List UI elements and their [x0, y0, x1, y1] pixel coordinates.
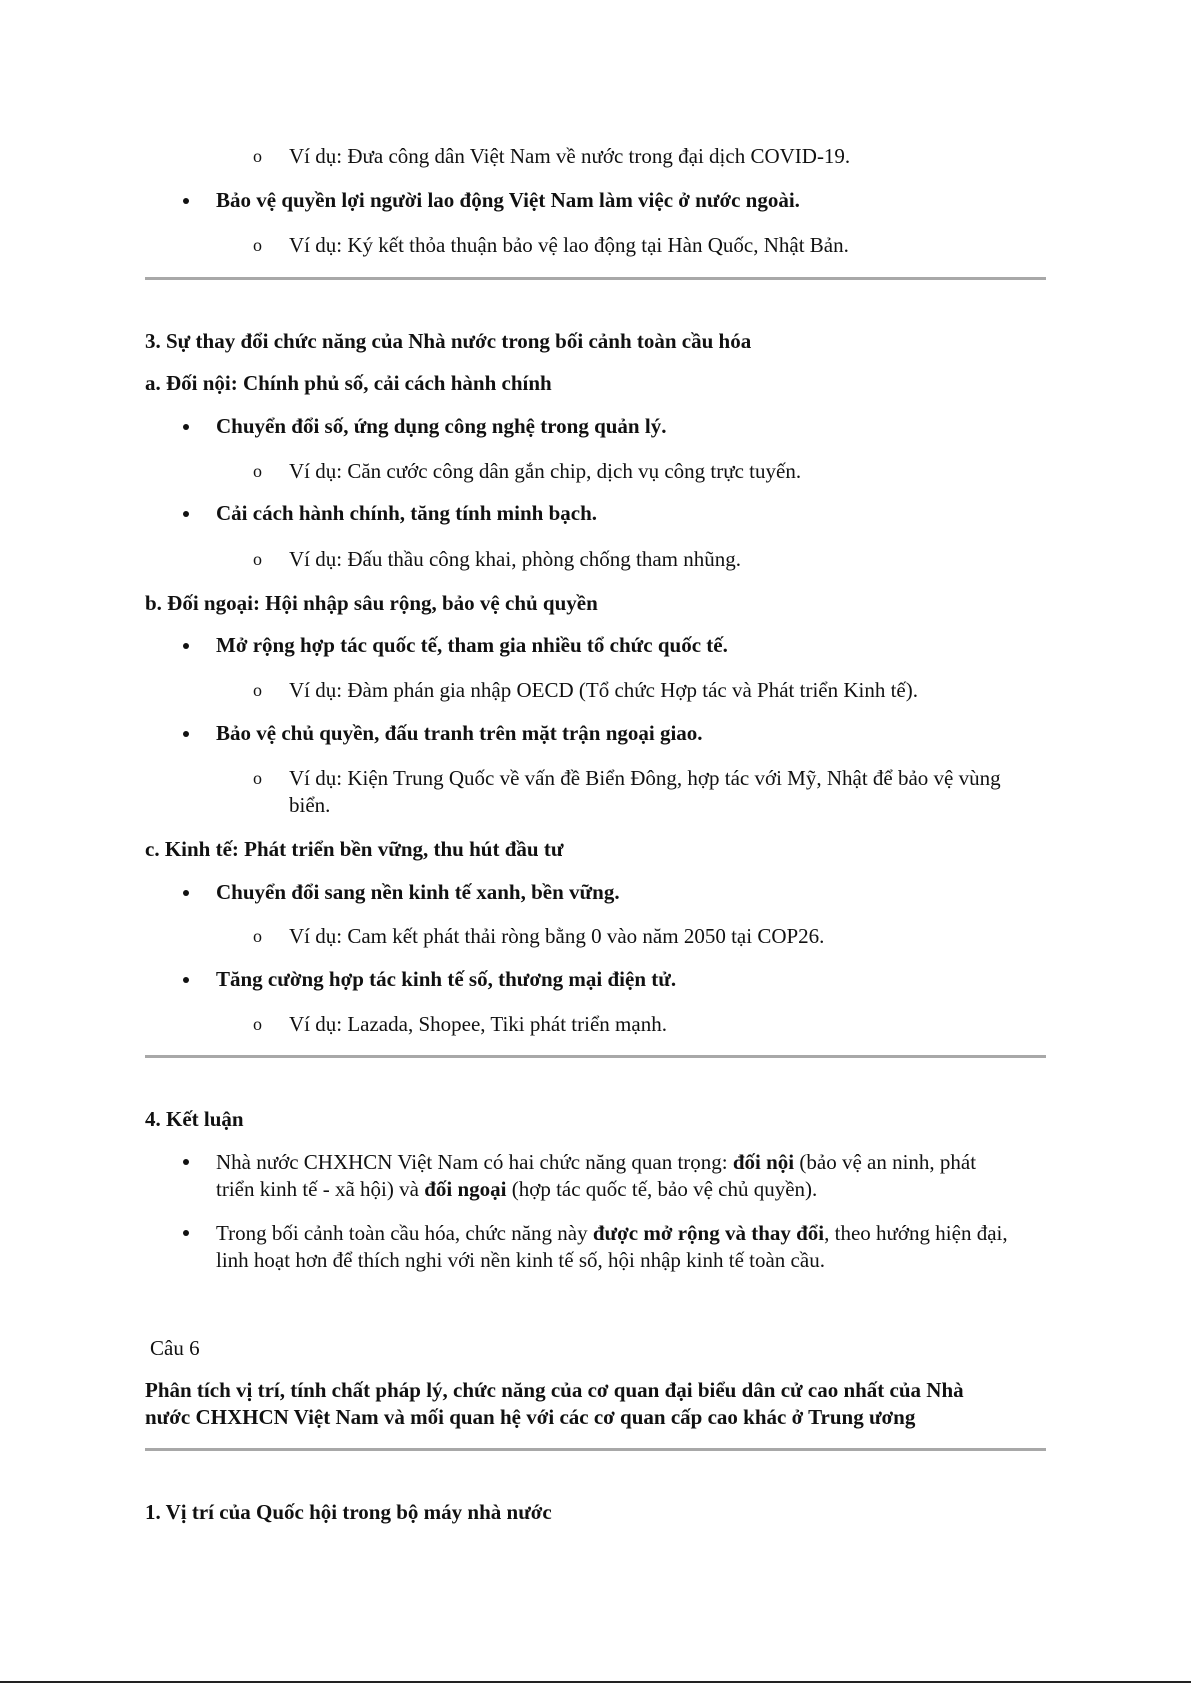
bullet-dot	[183, 424, 189, 430]
section3c-example1: Ví dụ: Cam kết phát thải ròng bằng 0 vào năm 2050 tại COP26.	[289, 924, 825, 948]
section3c-example2: Ví dụ: Lazada, Shopee, Tiki phát triển mạnh.	[289, 1012, 667, 1036]
emphasis-doi-noi: đối nội	[732, 1150, 795, 1174]
sub-bullet-marker: o	[253, 461, 262, 481]
text: (bảo vệ an ninh, phát	[794, 1150, 977, 1174]
emphasis-expanded: được mở rộng và thay đổi	[592, 1221, 825, 1245]
conclusion-p1-line2	[216, 1175, 817, 1203]
section1-heading: 1. Vị trí của Quốc hội trong bộ máy nhà nước	[145, 1500, 552, 1524]
section4-heading: 4. Kết luận	[145, 1107, 244, 1131]
bullet-dot	[183, 198, 189, 204]
sub-bullet-marker: o	[253, 235, 262, 255]
horizontal-rule	[145, 1448, 1046, 1451]
text: , theo hướng hiện đại,	[824, 1221, 1008, 1245]
sub-bullet-marker: o	[253, 1014, 262, 1034]
section3c-heading: c. Kinh tế: Phát triển bền vững, thu hút đầu tư	[145, 837, 564, 861]
text: Trong bối cảnh toàn cầu hóa, chức năng này	[216, 1221, 593, 1245]
conclusion-p2-line2: linh hoạt hơn để thích nghi với nền kinh tế số, hội nhập kinh tế toàn cầu.	[216, 1248, 825, 1272]
conclusion-p1-line1	[216, 1148, 976, 1176]
question6-label: Câu 6	[150, 1336, 200, 1360]
example-labor: Ví dụ: Ký kết thỏa thuận bảo vệ lao động tại Hàn Quốc, Nhật Bản.	[289, 233, 849, 257]
section3b-example2-line1: Ví dụ: Kiện Trung Quốc về vấn đề Biển Đông, hợp tác với Mỹ, Nhật để bảo vệ vùng	[289, 766, 1001, 790]
question6-title-line2: nước CHXHCN Việt Nam và mối quan hệ với các cơ quan cấp cao khác ở Trung ương	[145, 1405, 916, 1429]
text: Nhà nước CHXHCN Việt Nam có hai chức năng quan trọng:	[216, 1150, 733, 1174]
section3a-example1: Ví dụ: Căn cước công dân gắn chip, dịch vụ công trực tuyến.	[289, 459, 802, 483]
section3b-example2-line2: biển.	[289, 793, 331, 817]
bullet-dot	[183, 731, 189, 737]
emphasis-doi-ngoai: đối ngoại	[424, 1177, 507, 1201]
horizontal-rule	[145, 277, 1046, 280]
section3b-bullet2: Bảo vệ chủ quyền, đấu tranh trên mặt trận ngoại giao.	[216, 721, 703, 745]
section3a-example2: Ví dụ: Đấu thầu công khai, phòng chống tham nhũng.	[289, 547, 742, 571]
section3c-bullet2: Tăng cường hợp tác kinh tế số, thương mại điện tử.	[216, 967, 677, 991]
bullet-dot	[183, 890, 189, 896]
example-covid: Ví dụ: Đưa công dân Việt Nam về nước trong đại dịch COVID-19.	[289, 144, 851, 168]
sub-bullet-marker: o	[253, 768, 262, 788]
sub-bullet-marker: o	[253, 146, 262, 166]
bullet-dot	[183, 511, 189, 517]
sub-bullet-marker: o	[253, 680, 262, 700]
section3-heading: 3. Sự thay đổi chức năng của Nhà nước trong bối cảnh toàn cầu hóa	[145, 329, 752, 353]
section3b-example1: Ví dụ: Đàm phán gia nhập OECD (Tổ chức Hợp tác và Phát triển Kinh tế).	[289, 678, 918, 702]
bullet-labor-rights: Bảo vệ quyền lợi người lao động Việt Nam làm việc ở nước ngoài.	[216, 188, 800, 212]
text: (hợp tác quốc tế, bảo vệ chủ quyền).	[506, 1177, 818, 1201]
section3c-bullet1: Chuyển đổi sang nền kinh tế xanh, bền vững.	[216, 880, 620, 904]
conclusion-p2-line1	[216, 1219, 1008, 1247]
section3a-bullet1: Chuyển đổi số, ứng dụng công nghệ trong quản lý.	[216, 414, 667, 438]
bullet-dot	[183, 977, 189, 983]
text: triển kinh tế - xã hội) và	[216, 1177, 425, 1201]
section3a-bullet2: Cải cách hành chính, tăng tính minh bạch.	[216, 501, 598, 525]
bullet-dot	[183, 643, 189, 649]
section3a-heading: a. Đối nội: Chính phủ số, cải cách hành chính	[145, 371, 552, 395]
horizontal-rule	[145, 1055, 1046, 1058]
sub-bullet-marker: o	[253, 549, 262, 569]
section3b-heading: b. Đối ngoại: Hội nhập sâu rộng, bảo vệ chủ quyền	[145, 591, 598, 615]
page-bottom-edge	[0, 1681, 1191, 1683]
question6-title-line1: Phân tích vị trí, tính chất pháp lý, chức năng của cơ quan đại biểu dân cử cao nhất của Nhà	[145, 1378, 964, 1402]
sub-bullet-marker: o	[253, 926, 262, 946]
section3b-bullet1: Mở rộng hợp tác quốc tế, tham gia nhiều tổ chức quốc tế.	[216, 633, 728, 657]
bullet-dot	[183, 1230, 189, 1236]
bullet-dot	[183, 1159, 189, 1165]
